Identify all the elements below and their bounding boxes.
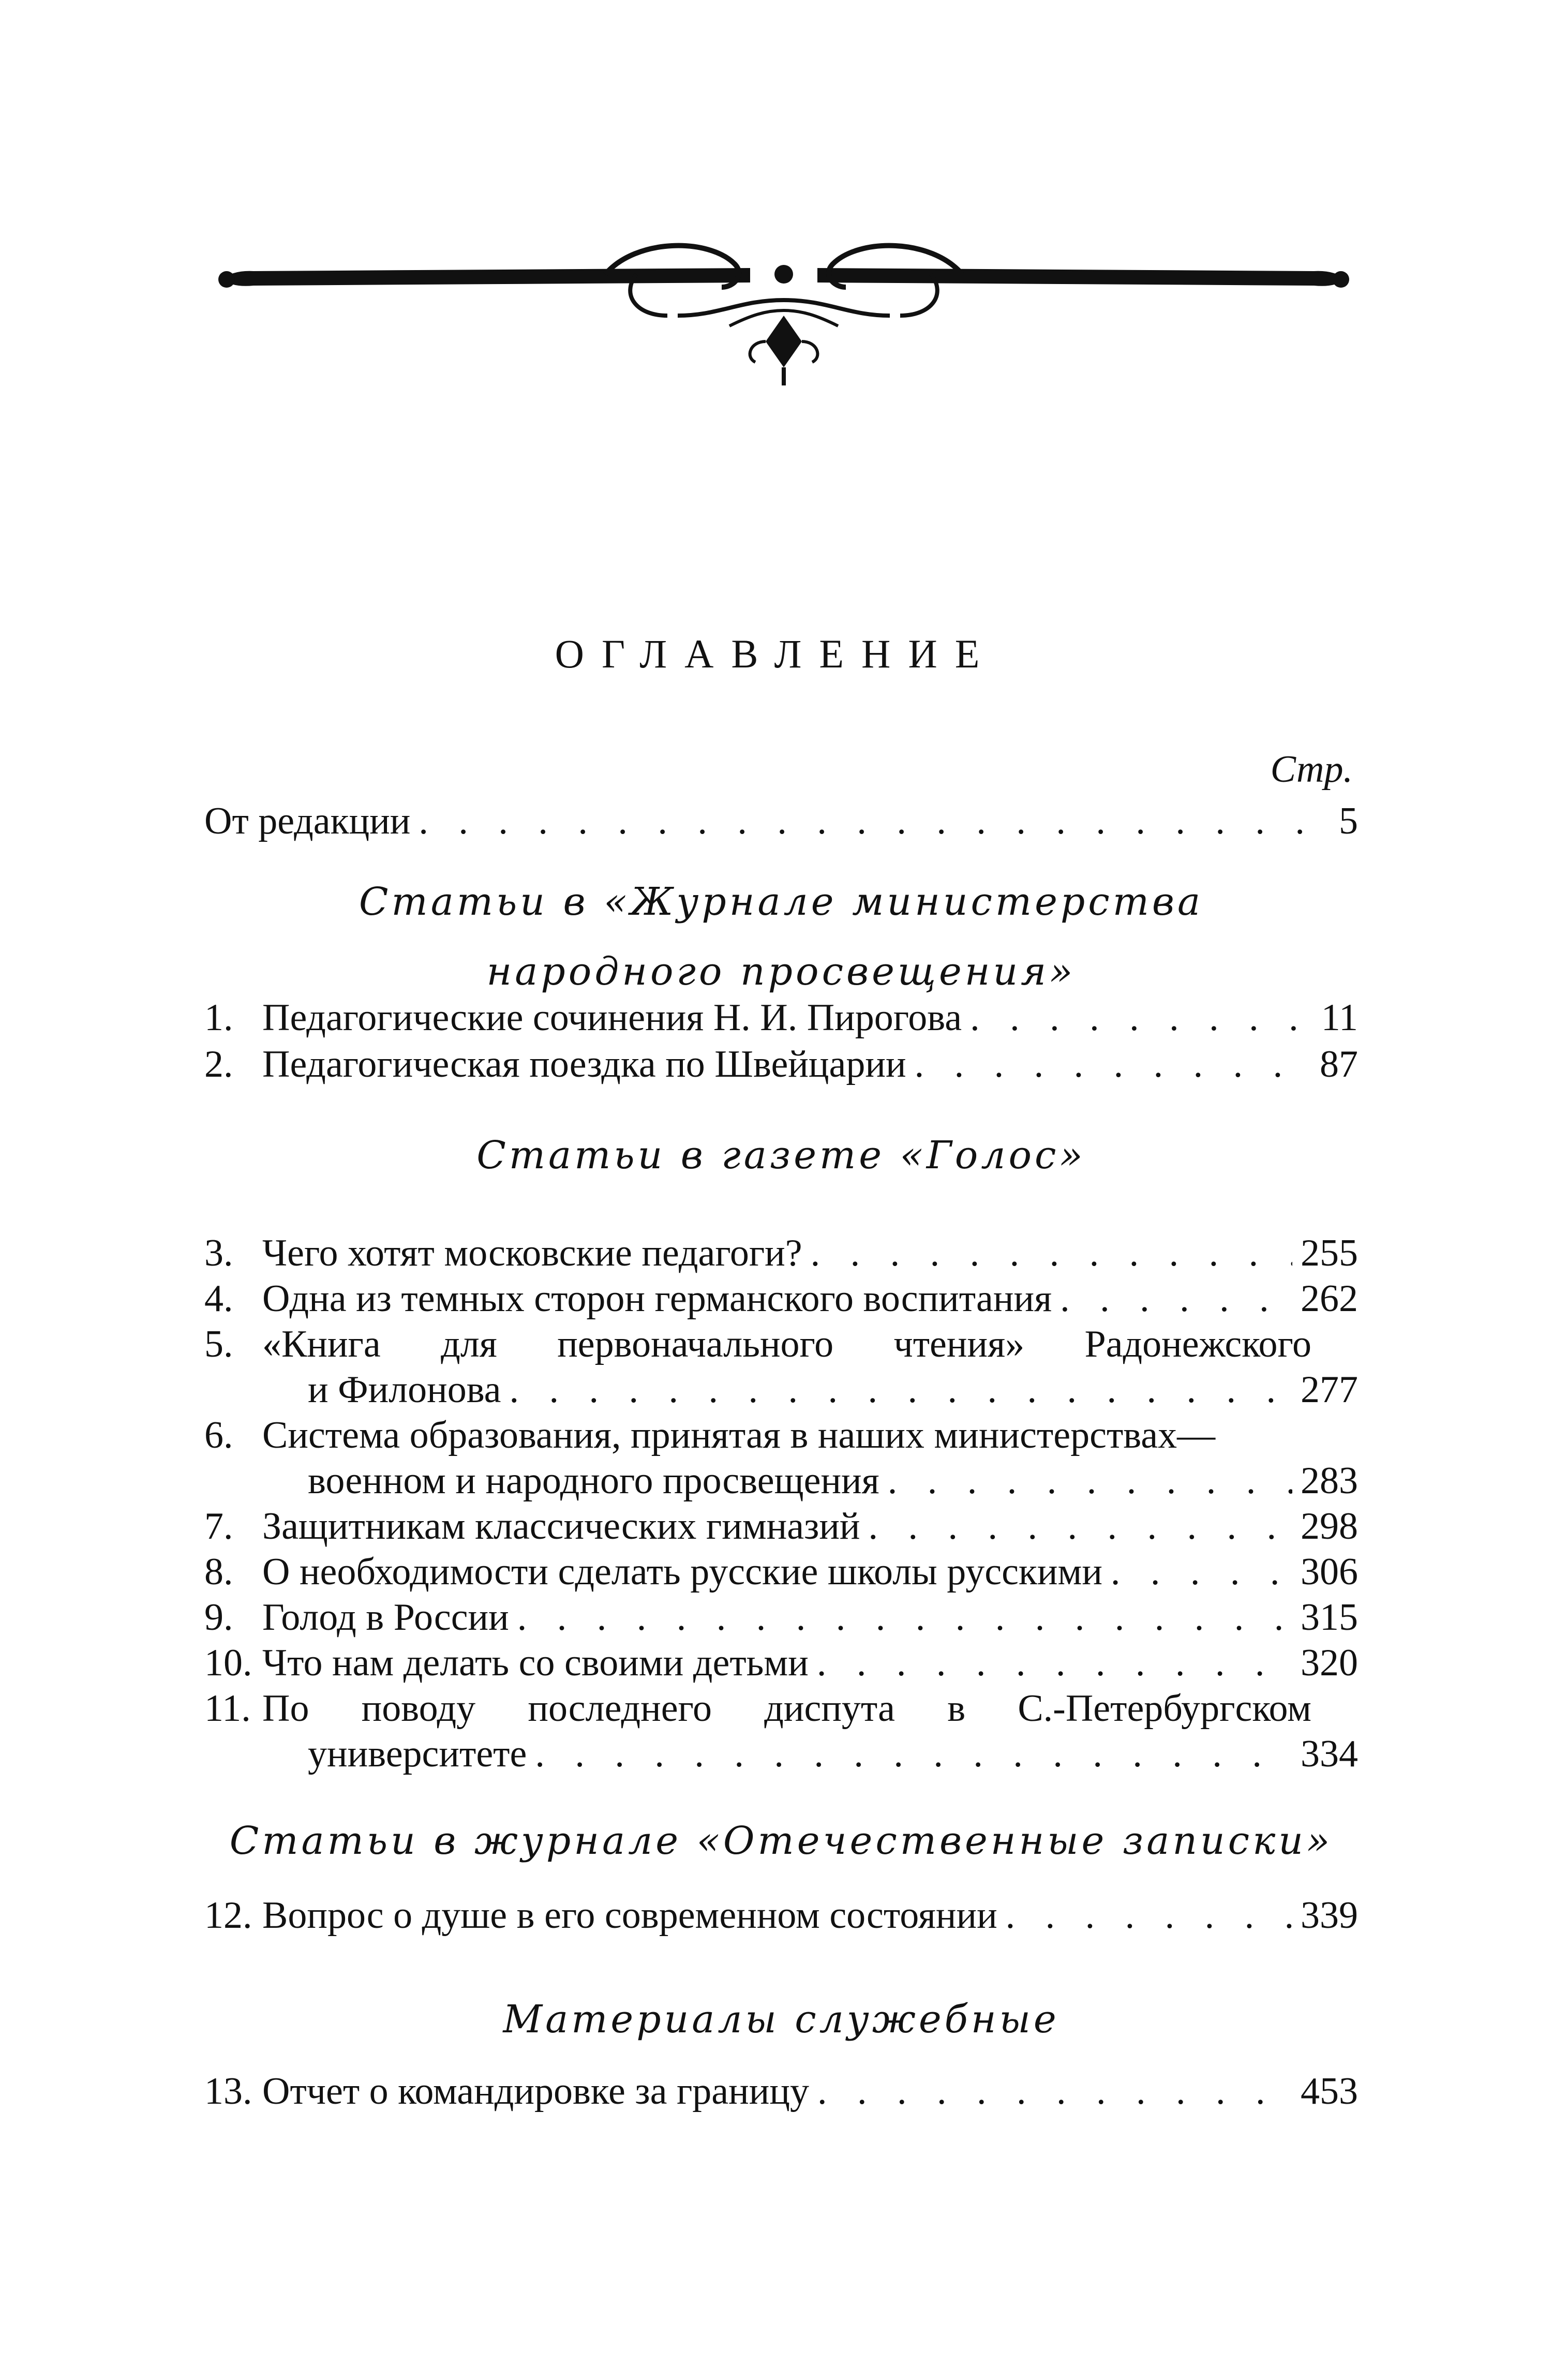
entry-number: 10. <box>204 1642 252 1684</box>
entry-title: Одна из темных сторон германского воспитания <box>262 1277 1052 1320</box>
toc-entry[interactable] <box>204 1231 1358 1278</box>
toc-entry[interactable] <box>204 996 1358 1043</box>
page-number: 298 <box>1301 1505 1358 1548</box>
dot-leader <box>915 1043 1303 1087</box>
entry-number: 1. <box>204 996 233 1039</box>
entry-title: Голод в России <box>262 1596 509 1639</box>
entry-number: 5. <box>204 1323 233 1365</box>
dot-leader <box>888 1459 1292 1503</box>
dot-leader <box>869 1505 1292 1549</box>
section-heading: Статьи в журнале «Отечественные записки» <box>229 1819 1333 1863</box>
entry-number: 7. <box>204 1505 233 1548</box>
toc-entry-front[interactable] <box>204 799 1358 846</box>
word: Радонежского <box>1084 1323 1311 1365</box>
page-number: 262 <box>1301 1277 1358 1320</box>
toc-entry[interactable] <box>204 1687 1358 1733</box>
page-number: 306 <box>1301 1551 1358 1593</box>
word: поводу <box>361 1687 476 1730</box>
toc-entry[interactable] <box>204 1043 1358 1089</box>
dot-leader <box>1060 1277 1292 1321</box>
dot-leader <box>817 1641 1292 1685</box>
toc-entry[interactable] <box>204 1414 1358 1460</box>
word: По <box>262 1687 309 1730</box>
page-number: 334 <box>1301 1733 1358 1775</box>
word: первоначального <box>557 1323 834 1365</box>
toc-entry[interactable] <box>204 1322 1358 1369</box>
toc-entry[interactable] <box>204 1277 1358 1323</box>
toc-entry-cont[interactable] <box>204 1732 1358 1779</box>
page-number: 255 <box>1301 1232 1358 1274</box>
entry-number: 11. <box>204 1687 251 1730</box>
entry-number: 3. <box>204 1232 233 1274</box>
toc-entry[interactable] <box>204 1596 1358 1642</box>
toc-entry-cont[interactable] <box>204 1459 1358 1506</box>
entry-number: 6. <box>204 1414 233 1456</box>
entry-title: Вопрос о душе в его современном состоянии <box>262 1894 997 1937</box>
page-column-label: Стр. <box>1270 748 1353 791</box>
page-number: 277 <box>1301 1368 1358 1411</box>
section-heading-cont: народного просвещения» <box>486 949 1076 994</box>
page-number: 87 <box>1320 1043 1358 1085</box>
entry-number: 2. <box>204 1043 233 1085</box>
dot-leader <box>1006 1894 1292 1938</box>
dot-leader <box>517 1596 1292 1640</box>
entry-number: 9. <box>204 1596 233 1639</box>
section-heading: Статьи в «Журнале министерства <box>359 880 1204 924</box>
entry-title: Что нам делать со своими детьми <box>262 1642 809 1684</box>
section-heading: Статьи в газете «Голос» <box>476 1133 1086 1178</box>
page-number: 453 <box>1301 2070 1358 2113</box>
entry-number: 4. <box>204 1277 233 1320</box>
toc-entry[interactable] <box>204 1550 1358 1597</box>
entry-title-line1 <box>262 1687 1311 1731</box>
dot-leader <box>510 1368 1292 1412</box>
page-number: 315 <box>1301 1596 1358 1639</box>
entry-title: Педагогическая поездка по Швейцарии <box>262 1043 906 1085</box>
entry-title-line2: и Филонова <box>308 1368 501 1411</box>
dot-leader <box>1111 1550 1292 1594</box>
dot-leader <box>811 1231 1292 1275</box>
entry-title: Педагогические сочинения Н. И. Пирогова <box>262 996 962 1039</box>
entry-title: От редакции <box>204 800 411 842</box>
word: «Книга <box>262 1323 381 1365</box>
dot-leader <box>535 1732 1292 1776</box>
toc-entry-cont[interactable] <box>204 1368 1358 1415</box>
page-number: 283 <box>1301 1460 1358 1502</box>
page-number: 320 <box>1301 1642 1358 1684</box>
dot-leader <box>817 2070 1292 2114</box>
page-title: ОГЛАВЛЕНИЕ <box>555 631 997 676</box>
table-of-contents <box>204 0 1358 2380</box>
word: чтения» <box>893 1323 1025 1365</box>
page-number: 339 <box>1301 1894 1358 1937</box>
dot-leader <box>970 996 1303 1040</box>
entry-title: О необходимости сделать русские школы русскими <box>262 1551 1102 1593</box>
entry-title-line2: университете <box>308 1733 527 1775</box>
word: в <box>947 1687 966 1730</box>
page-number: 11 <box>1321 996 1358 1039</box>
toc-entry[interactable] <box>204 1505 1358 1551</box>
entry-title: Чего хотят московские педагоги? <box>262 1232 802 1274</box>
section-heading: Материалы служебные <box>503 1997 1059 2042</box>
entry-title: Защитникам классических гимназий <box>262 1505 860 1548</box>
entry-title-line1: Система образования, принятая в наших министерствах— <box>262 1414 1216 1456</box>
dot-leader <box>419 799 1303 843</box>
entry-title: Отчет о командировке за границу <box>262 2070 809 2113</box>
toc-entry[interactable] <box>204 1894 1358 1940</box>
word: последнего <box>528 1687 712 1730</box>
word: для <box>441 1323 497 1365</box>
toc-entry[interactable] <box>204 2070 1358 2116</box>
entry-number: 13. <box>204 2070 252 2113</box>
toc-entry[interactable] <box>204 1641 1358 1688</box>
entry-title-line1 <box>262 1322 1311 1366</box>
entry-number: 8. <box>204 1551 233 1593</box>
page-number: 5 <box>1339 800 1358 842</box>
entry-title-line2: военном и народного просвещения <box>308 1460 879 1502</box>
entry-number: 12. <box>204 1894 252 1937</box>
word: С.-Петербургском <box>1018 1687 1311 1730</box>
word: диспута <box>764 1687 896 1730</box>
